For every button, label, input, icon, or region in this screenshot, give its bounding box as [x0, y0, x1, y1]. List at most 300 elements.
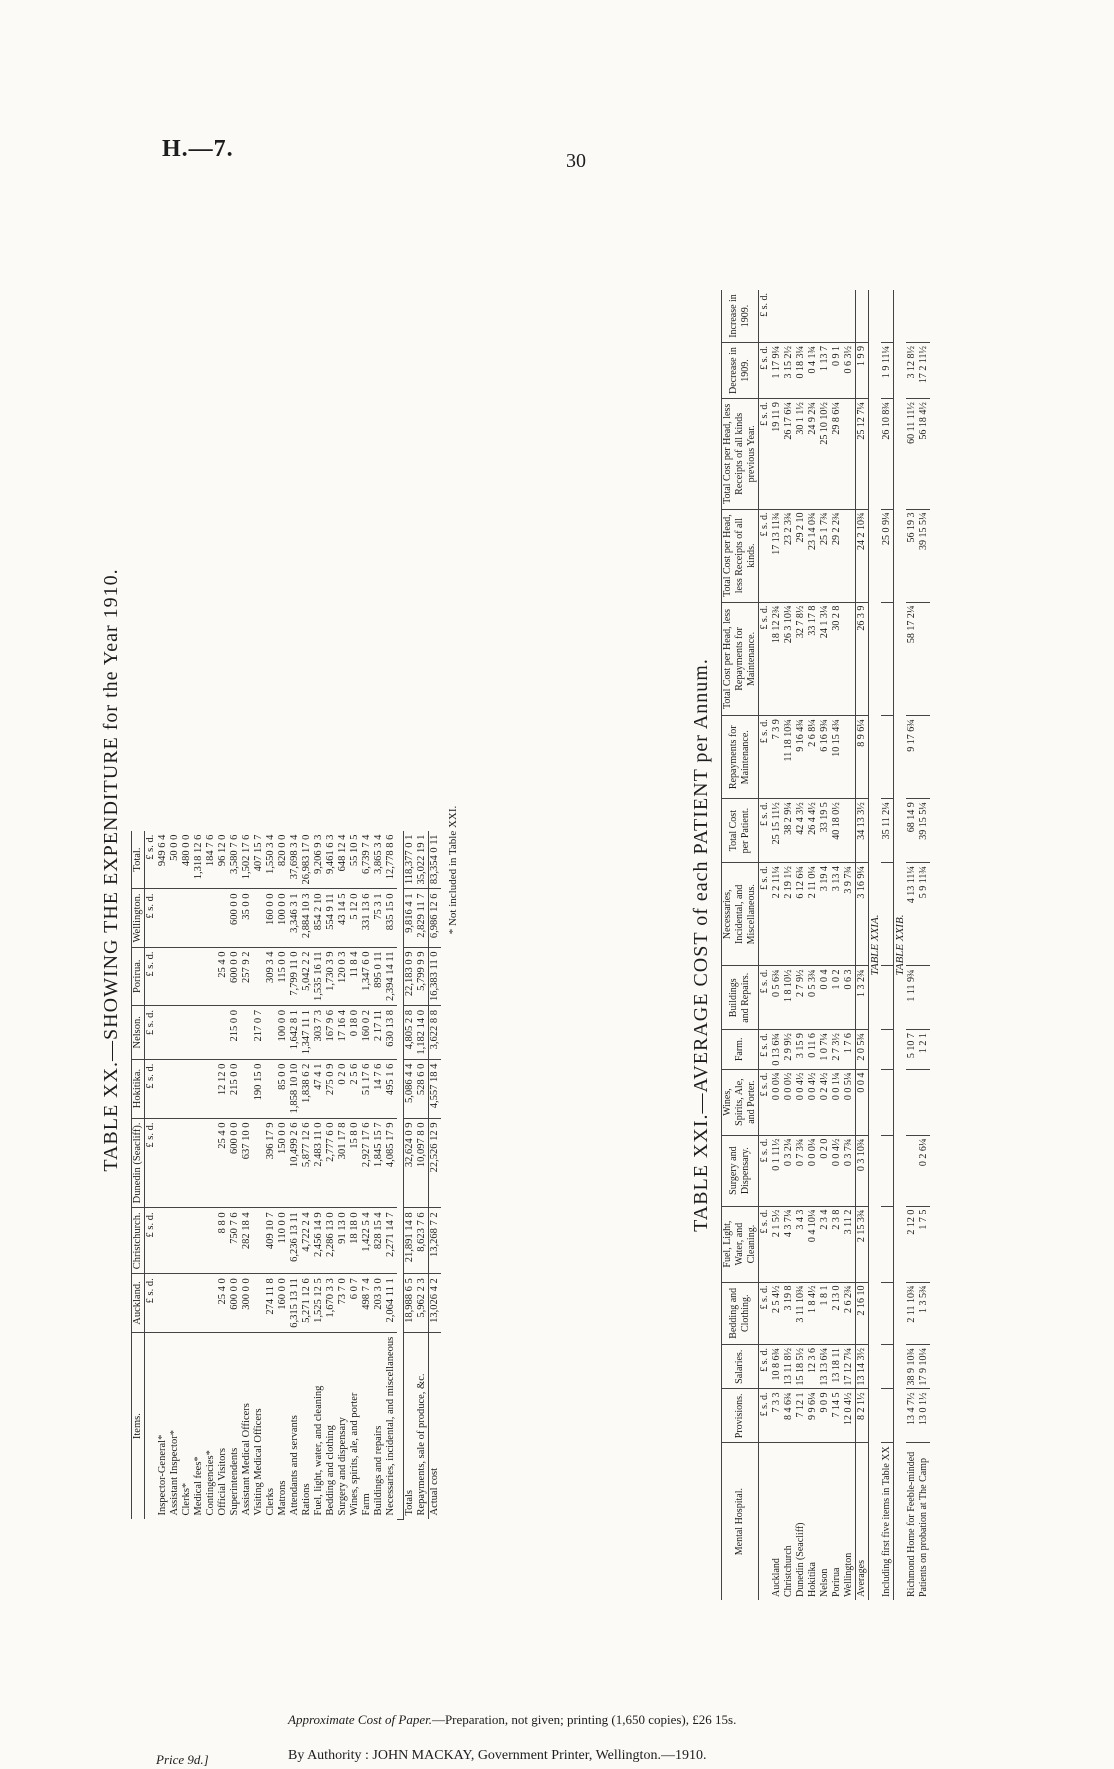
amount-cell: 1,535 16 11: [313, 947, 325, 1006]
expenditure-table: [131, 831, 441, 1520]
amount-cell: 7 3 9: [771, 716, 783, 799]
units-cell: £ s. d.: [145, 1118, 158, 1208]
amount-cell: 2,064 11 1: [385, 1274, 397, 1333]
column-header: Fuel, Light, Water, and Cleaning.: [722, 1206, 759, 1282]
amount-cell: [193, 889, 205, 947]
amount-cell: 56 19 3: [906, 509, 918, 602]
units-cell: £ s. d.: [759, 1282, 772, 1344]
table-row: [349, 831, 361, 1520]
amount-cell: [205, 889, 217, 947]
table-header-row: [722, 290, 759, 1600]
amount-cell: 11 18 10¾: [783, 716, 795, 799]
amount-cell: 2,483 11 0: [313, 1118, 325, 1208]
units-cell: £ s. d.: [759, 1135, 772, 1206]
amount-cell: 2 3 4: [819, 1206, 831, 1282]
amount-cell: 10,499 2 6: [289, 1118, 301, 1208]
amount-cell: 554 9 11: [325, 889, 337, 947]
amount-cell: 190 15 0: [253, 1059, 265, 1118]
amount-cell: 895 0 11: [373, 947, 385, 1006]
amount-cell: 50 0 0: [169, 831, 181, 889]
amount-cell: 407 15 7: [253, 831, 265, 889]
amount-cell: [193, 1006, 205, 1060]
amount-cell: 2 9 9½: [783, 1030, 795, 1070]
table-footnote: * Not included in Table XXI.: [447, 805, 459, 935]
amount-cell: 5,086 4 4: [404, 1059, 417, 1118]
amount-cell: 1,845 15 7: [373, 1118, 385, 1208]
column-header: Porirua.: [132, 947, 145, 1006]
amount-cell: 7 3 3: [771, 1389, 783, 1443]
table-row: [205, 831, 217, 1520]
amount-cell: 29 2 10: [795, 509, 807, 602]
amount-cell: [205, 1118, 217, 1208]
amount-cell: 167 9 6: [325, 1006, 337, 1060]
units-cell: £ s. d.: [759, 1345, 772, 1390]
amount-cell: 0 0 4½: [795, 1069, 807, 1135]
item-label: Matrons: [277, 1480, 288, 1516]
amount-cell: [906, 290, 918, 342]
amount-cell: [181, 1006, 193, 1060]
units-cell: £ s. d.: [145, 1274, 158, 1333]
amount-cell: 68 14 9: [906, 799, 918, 863]
column-header: Total.: [132, 831, 145, 889]
amount-cell: [181, 1118, 193, 1208]
amount-cell: 2 12 0: [906, 1206, 918, 1282]
item-label: Rations: [301, 1483, 312, 1516]
amount-cell: 115 0 0: [277, 947, 289, 1006]
amount-cell: 100 0 0: [277, 889, 289, 947]
item-label: Necessaries, incidental, and miscellaneous: [385, 1336, 396, 1516]
amount-cell: [843, 602, 856, 716]
amount-cell: 0 1 11½: [771, 1135, 783, 1206]
amount-cell: 26 3 10¼: [783, 602, 795, 716]
amount-cell: [783, 290, 795, 342]
amount-cell: 1,525 12 5: [313, 1274, 325, 1333]
amount-cell: 3,580 7 6: [229, 831, 241, 889]
amount-cell: 0 2 0: [337, 1059, 349, 1118]
amount-cell: 1 8 4½: [807, 1282, 819, 1344]
amount-cell: 1 3 2¾: [856, 966, 869, 1030]
amount-cell: 648 12 4: [337, 831, 349, 889]
amount-cell: 160 0 0: [277, 1274, 289, 1333]
amount-cell: 23 14 0¾: [807, 509, 819, 602]
amount-cell: 5,799 9 9: [416, 947, 429, 1006]
amount-cell: 1,838 6 2: [301, 1059, 313, 1118]
amount-cell: [831, 290, 843, 342]
table-row: [229, 831, 241, 1520]
amount-cell: 184 7 6: [205, 831, 217, 889]
amount-cell: 301 17 8: [337, 1118, 349, 1208]
column-header: Necessaries, Incidental, and Miscellaneous.: [722, 863, 759, 966]
amount-cell: 25 12 7¼: [856, 399, 869, 509]
amount-cell: [157, 1208, 169, 1274]
amount-cell: [881, 716, 894, 799]
amount-cell: 750 7 6: [229, 1208, 241, 1274]
amount-cell: 25 4 0: [217, 947, 229, 1006]
amount-cell: 51 17 6: [361, 1059, 373, 1118]
hospital-name: Richmond Home for Feeble-minded: [906, 1451, 917, 1597]
amount-cell: 13 0 1½: [918, 1389, 930, 1443]
amount-cell: 257 9 2: [241, 947, 253, 1006]
amount-cell: 8 2 1½: [856, 1389, 869, 1443]
amount-cell: [881, 1282, 894, 1344]
hospital-name: Christchurch: [783, 1545, 794, 1597]
amount-cell: 26,983 17 0: [301, 831, 313, 889]
amount-cell: 38 2 9¼: [783, 799, 795, 863]
amount-cell: 12,778 8 6: [385, 831, 397, 889]
amount-cell: 6,986 12 6: [429, 889, 442, 947]
item-label: Superintendents: [229, 1447, 240, 1516]
item-label: Fuel, light, water, and cleaning: [313, 1385, 324, 1516]
amount-cell: 96 12 0: [217, 831, 229, 889]
table-header-row: [132, 831, 145, 1520]
table-row: [385, 831, 397, 1520]
amount-cell: 1 9 11¼: [881, 342, 894, 398]
amount-cell: 0 11 6: [807, 1030, 819, 1070]
item-label: Clerks: [265, 1488, 276, 1516]
units-cell: £ s. d.: [759, 1069, 772, 1135]
amount-cell: [193, 1208, 205, 1274]
amount-cell: 8 4 6¾: [783, 1389, 795, 1443]
column-header: Total Cost per Head, less Receipts of all kinds previous Year.: [722, 399, 759, 509]
amount-cell: 160 0 0: [265, 889, 277, 947]
amount-cell: 1,182 14 0: [416, 1006, 429, 1060]
amount-cell: [157, 889, 169, 947]
amount-cell: 3 4 3: [795, 1206, 807, 1282]
item-label: Medical fees*: [193, 1456, 204, 1516]
amount-cell: 17 13 11¾: [771, 509, 783, 602]
amount-cell: 600 0 0: [229, 947, 241, 1006]
amount-cell: 29 8 6¼: [831, 399, 843, 509]
amount-cell: 56 18 4½: [918, 399, 930, 509]
amount-cell: 2 5 4½: [771, 1282, 783, 1344]
amount-cell: 3 15 9: [795, 1030, 807, 1070]
amount-cell: 203 3 0: [373, 1274, 385, 1333]
amount-cell: [881, 966, 894, 1030]
amount-cell: 0 3 7¾: [843, 1135, 856, 1206]
page-reference: H.—7.: [162, 136, 234, 162]
amount-cell: [881, 290, 894, 342]
amount-cell: [181, 1059, 193, 1118]
amount-cell: 480 0 0: [181, 831, 193, 889]
amount-cell: 0 2 6¼: [918, 1135, 930, 1206]
amount-cell: [843, 290, 856, 342]
hospital-name: Patients on probation at The Camp: [918, 1458, 929, 1597]
amount-cell: 1 7 5: [918, 1206, 930, 1282]
amount-cell: 1,318 12 6: [193, 831, 205, 889]
amount-cell: [217, 1006, 229, 1060]
amount-cell: [181, 889, 193, 947]
table-row: [819, 290, 831, 1600]
amount-cell: [918, 602, 930, 716]
amount-cell: 4,805 2 8: [404, 1006, 417, 1060]
amount-cell: 26 3 9: [856, 602, 869, 716]
cost-of-paper-note: Approximate Cost of Paper.—Preparation, not given; printing (1,650 copies), £26 15s.: [288, 1712, 737, 1727]
table-row: [807, 290, 819, 1600]
amount-cell: 2,829 11 7: [416, 889, 429, 947]
amount-cell: 10 15 4¾: [831, 716, 843, 799]
table-xxi-title: TABLE XXI.—AVERAGE COST of each PATIENT per Annum.: [690, 658, 712, 1232]
amount-cell: 12 3 6: [807, 1345, 819, 1390]
item-label: Actual cost: [429, 1332, 442, 1519]
amount-cell: 4 3 7¼: [783, 1206, 795, 1282]
hospital-name: Including first five items in Table XX: [881, 1446, 892, 1597]
amount-cell: 25 4 0: [217, 1274, 229, 1333]
amount-cell: 215 0 0: [229, 1006, 241, 1060]
amount-cell: 2 13 0: [831, 1282, 843, 1344]
item-label: Surgery and dispensary: [337, 1417, 348, 1516]
units-cell: £ s. d.: [759, 602, 772, 716]
amount-cell: [193, 1274, 205, 1333]
subheading-row: [869, 290, 882, 1600]
amount-cell: 33 17 8: [807, 602, 819, 716]
units-cell: £ s. d.: [759, 290, 772, 342]
amount-cell: 25 15 11½: [771, 799, 783, 863]
amount-cell: [205, 1059, 217, 1118]
amount-cell: 5 10 7: [906, 1030, 918, 1070]
amount-cell: 2 11 0¼: [807, 863, 819, 966]
item-label: Contingencies*: [205, 1450, 216, 1516]
table-row: [169, 831, 181, 1520]
amount-cell: 1 8 10½: [783, 966, 795, 1030]
amount-cell: [856, 290, 869, 342]
amount-cell: 85 0 0: [277, 1059, 289, 1118]
amount-cell: [241, 1006, 253, 1060]
amount-cell: 13,026 4 2: [429, 1274, 442, 1333]
amount-cell: 22,183 0 9: [404, 947, 417, 1006]
amount-cell: 8 9 6¼: [856, 716, 869, 799]
amount-cell: [253, 889, 265, 947]
amount-cell: [918, 290, 930, 342]
amount-cell: 1,670 3 3: [325, 1274, 337, 1333]
item-label: Bedding and clothing: [325, 1425, 336, 1516]
amount-cell: [843, 399, 856, 509]
table-row: [429, 831, 442, 1520]
table-row: [325, 831, 337, 1520]
amount-cell: [918, 1069, 930, 1135]
amount-cell: 5,877 12 6: [301, 1118, 313, 1208]
amount-cell: 835 15 0: [385, 889, 397, 947]
amount-cell: 13 4 7½: [906, 1389, 918, 1443]
amount-cell: 26 17 6¼: [783, 399, 795, 509]
amount-cell: 73 7 0: [337, 1274, 349, 1333]
amount-cell: [843, 509, 856, 602]
amount-cell: 13,268 7 2: [429, 1208, 442, 1274]
table-row: [313, 831, 325, 1520]
table-row: [831, 290, 843, 1600]
amount-cell: 32,624 0 9: [404, 1118, 417, 1208]
table-row: [337, 831, 349, 1520]
amount-cell: 2 0 5¾: [856, 1030, 869, 1070]
amount-cell: 18 12 2¾: [771, 602, 783, 716]
amount-cell: 110 0 0: [277, 1208, 289, 1274]
price-note: Price 9d.]: [156, 1752, 209, 1767]
amount-cell: 6,315 13 11: [289, 1274, 301, 1333]
item-label: Attendants and servants: [289, 1415, 300, 1516]
amount-cell: [881, 1345, 894, 1390]
amount-cell: 17 16 4: [337, 1006, 349, 1060]
amount-cell: 6 0 7: [349, 1274, 361, 1333]
table-row: [881, 290, 894, 1600]
amount-cell: 1 3 5¾: [918, 1282, 930, 1344]
amount-cell: 2 2 11¼: [771, 863, 783, 966]
amount-cell: [169, 889, 181, 947]
amount-cell: 22,526 12 9: [429, 1118, 442, 1208]
amount-cell: [881, 863, 894, 966]
units-cell: £ s. d.: [759, 509, 772, 602]
amount-cell: 16,383 11 0: [429, 947, 442, 1006]
amount-cell: 18 18 0: [349, 1208, 361, 1274]
table-row: [217, 831, 229, 1520]
amount-cell: [181, 1208, 193, 1274]
amount-cell: 37,698 3 4: [289, 831, 301, 889]
amount-cell: 10,097 8 0: [416, 1118, 429, 1208]
amount-cell: 2 1 5½: [771, 1206, 783, 1282]
table-row: [416, 831, 429, 1520]
amount-cell: 9 16 4¾: [795, 716, 807, 799]
amount-cell: 6,739 7 4: [361, 831, 373, 889]
amount-cell: [253, 1208, 265, 1274]
amount-cell: 25 4 0: [217, 1118, 229, 1208]
amount-cell: 275 0 9: [325, 1059, 337, 1118]
amount-cell: 3 12 8½: [906, 342, 918, 398]
amount-cell: [881, 602, 894, 716]
amount-cell: 3 15 2½: [783, 342, 795, 398]
amount-cell: 396 17 9: [265, 1118, 277, 1208]
amount-cell: [819, 290, 831, 342]
average-cost-table: [721, 290, 930, 1600]
amount-cell: 0 0 4½: [831, 1135, 843, 1206]
amount-cell: [906, 1069, 918, 1135]
table-row: [783, 290, 795, 1600]
table-row: [301, 831, 313, 1520]
amount-cell: 13 13 6¼: [819, 1345, 831, 1390]
subheading: TABLE XXIB.: [894, 290, 907, 1600]
amount-cell: 1 9 9: [856, 342, 869, 398]
amount-cell: 2,777 6 0: [325, 1118, 337, 1208]
amount-cell: 9,461 6 3: [325, 831, 337, 889]
amount-cell: 2,394 14 11: [385, 947, 397, 1006]
amount-cell: 40 18 0½: [831, 799, 843, 863]
amount-cell: 91 13 0: [337, 1208, 349, 1274]
amount-cell: 55 10 5: [349, 831, 361, 889]
amount-cell: 2,456 14 9: [313, 1208, 325, 1274]
amount-cell: 33 19 5: [819, 799, 831, 863]
column-header: Salaries.: [722, 1345, 759, 1390]
amount-cell: [843, 716, 856, 799]
amount-cell: 30 1 1½: [795, 399, 807, 509]
amount-cell: 10 8 6¾: [771, 1345, 783, 1390]
amount-cell: [157, 1059, 169, 1118]
amount-cell: 0 3 10¾: [856, 1135, 869, 1206]
amount-cell: 854 2 10: [313, 889, 325, 947]
amount-cell: 1 13 7: [819, 342, 831, 398]
amount-cell: 630 13 8: [385, 1006, 397, 1060]
item-label: Repayments, sale of produce, &c.: [416, 1373, 427, 1516]
amount-cell: 1,642 8 1: [289, 1006, 301, 1060]
amount-cell: 39 15 5¼: [918, 799, 930, 863]
amount-cell: 1 17 9¼: [771, 342, 783, 398]
amount-cell: 47 4 1: [313, 1059, 325, 1118]
column-header: Surgery and Dispensary.: [722, 1135, 759, 1206]
table-row: [253, 831, 265, 1520]
amount-cell: 409 10 7: [265, 1208, 277, 1274]
amount-cell: 0 0 5¼: [843, 1069, 856, 1135]
amount-cell: 0 0 0¼: [771, 1069, 783, 1135]
amount-cell: 303 7 3: [313, 1006, 325, 1060]
amount-cell: [241, 1059, 253, 1118]
amount-cell: 8 8 0: [217, 1208, 229, 1274]
amount-cell: 0 5 6¾: [771, 966, 783, 1030]
item-label: Clerks*: [181, 1482, 192, 1516]
amount-cell: 26 10 8¾: [881, 399, 894, 509]
units-cell: £ s. d.: [759, 1389, 772, 1443]
amount-cell: 1,347 6 0: [361, 947, 373, 1006]
amount-cell: [217, 889, 229, 947]
amount-cell: 828 15 4: [373, 1208, 385, 1274]
amount-cell: [193, 1118, 205, 1208]
amount-cell: [795, 290, 807, 342]
amount-cell: 6 16 9¾: [819, 716, 831, 799]
amount-cell: 3 11 10¾: [795, 1282, 807, 1344]
column-header: Total Cost per Head, less Receipts of all kinds.: [722, 509, 759, 602]
amount-cell: 1 11 9¾: [906, 966, 918, 1030]
units-cell: £ s. d.: [759, 1030, 772, 1070]
table-xxi-block: [690, 290, 1100, 1600]
amount-cell: 0 2 4½: [819, 1069, 831, 1135]
column-header: Dunedin (Seacliff).: [132, 1118, 145, 1208]
amount-cell: 12 12 0: [217, 1059, 229, 1118]
units-cell: [759, 1443, 772, 1600]
column-header: Nelson.: [132, 1006, 145, 1060]
amount-cell: [181, 947, 193, 1006]
amount-cell: 2 11 10¾: [906, 1282, 918, 1344]
amount-cell: 118,377 0 1: [404, 831, 417, 889]
amount-cell: 274 11 8: [265, 1274, 277, 1333]
hospital-name: Nelson: [819, 1568, 830, 1597]
amount-cell: [771, 290, 783, 342]
amount-cell: 600 0 0: [229, 1118, 241, 1208]
column-header: Increase in 1909.: [722, 290, 759, 342]
amount-cell: 0 0 1¼: [831, 1069, 843, 1135]
amount-cell: 3 11 2: [843, 1206, 856, 1282]
amount-cell: 8,623 7 6: [416, 1208, 429, 1274]
column-header: Provisions.: [722, 1389, 759, 1443]
amount-cell: 24 9 2¾: [807, 399, 819, 509]
amount-cell: 0 9 1: [831, 342, 843, 398]
amount-cell: [205, 947, 217, 1006]
table-row: [771, 290, 783, 1600]
amount-cell: 35 11 2¼: [881, 799, 894, 863]
amount-cell: [169, 1059, 181, 1118]
amount-cell: [181, 1274, 193, 1333]
amount-cell: [807, 290, 819, 342]
units-row: [145, 831, 158, 1520]
amount-cell: 0 0 0¼: [807, 1135, 819, 1206]
amount-cell: 2,884 10 3: [301, 889, 313, 947]
amount-cell: 3 16 9¼: [856, 863, 869, 966]
amount-cell: 5 9 11¾: [918, 863, 930, 966]
amount-cell: 7 12 1: [795, 1389, 807, 1443]
amount-cell: [881, 1030, 894, 1070]
amount-cell: 15 8 0: [349, 1118, 361, 1208]
units-row: [759, 290, 772, 1600]
amount-cell: 0 0 0½: [783, 1069, 795, 1135]
amount-cell: 1,347 11 1: [301, 1006, 313, 1060]
amount-cell: 2 7 9½: [795, 966, 807, 1030]
amount-cell: 949 6 4: [157, 831, 169, 889]
amount-cell: 1 0 2: [831, 966, 843, 1030]
table-row: [906, 290, 918, 1600]
